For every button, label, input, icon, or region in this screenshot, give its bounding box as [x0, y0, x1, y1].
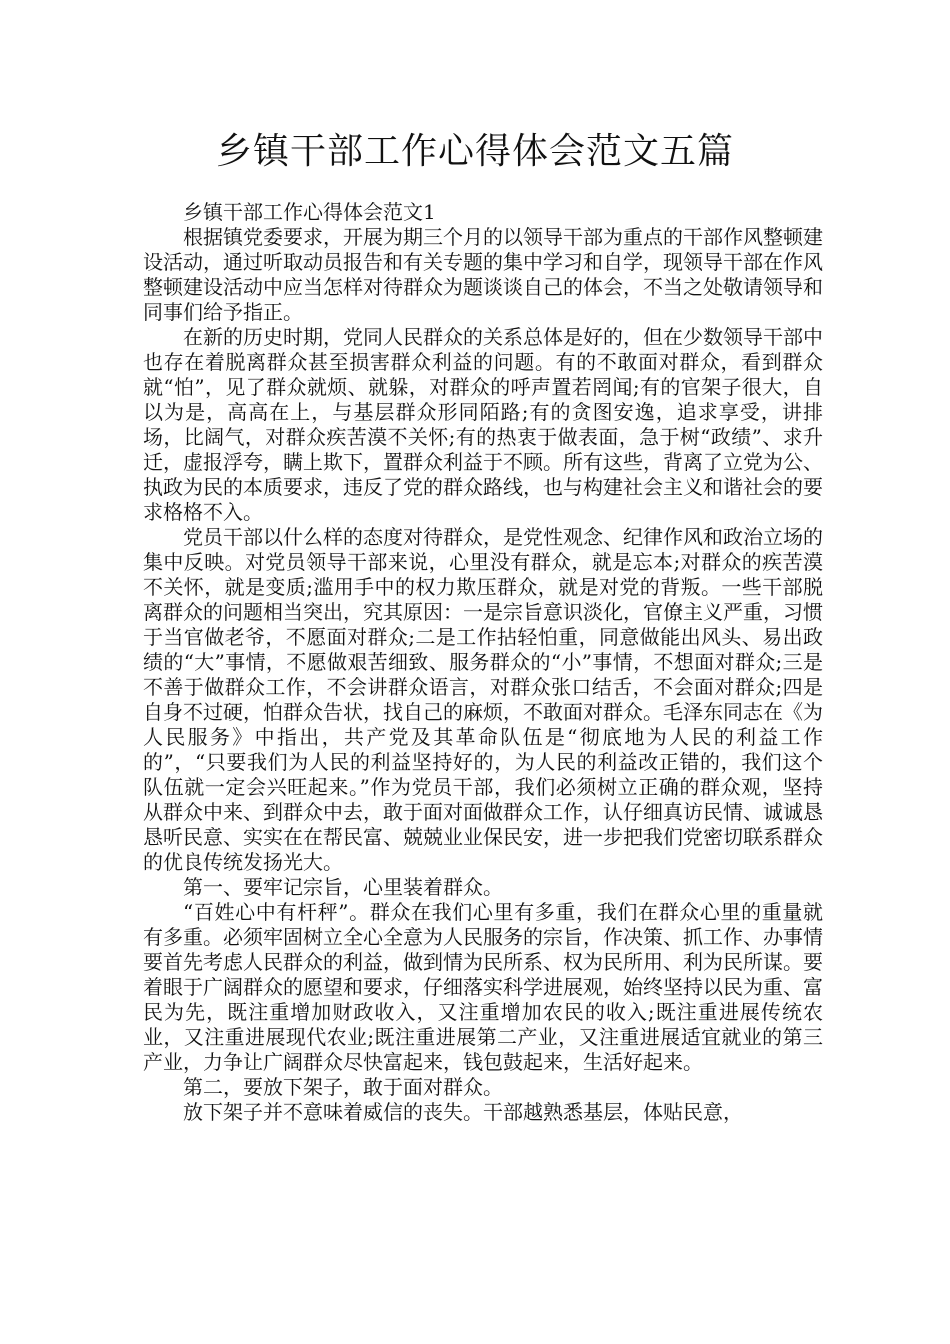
paragraph: “百姓心中有杆秤”。群众在我们心里有多重，我们在群众心里的重量就有多重。必须牢固树立全心全意为人民服务的宗旨，作决策、抓工作、办事情要首先考虑人民群众的利益，做到情为民所系、权为民所用、利为民所谋。要着眼于广阔群众的愿望和要求，仔细落实科学进展观，始终坚持以民为重、富民为先，既注重增加财政收入，又注重增加农民的收入;既注重进展传统农业，又注重进展现代农业;既注重进展第二产业，又注重进展适宜就业的第三产业，力争让广阔群众尽快富起来，钱包鼓起来，生活好起来。: [143, 900, 823, 1074]
paragraph: 党员干部以什么样的态度对待群众，是党性观念、纪律作风和政治立场的集中反映。对党员领导干部来说，心里没有群众，就是忘本;对群众的疾苦漠不关怀，就是变质;滥用手中的权力欺压群众，就是对党的背叛。一些干部脱离群众的问题相当突出，究其原因：一是宗旨意识淡化，官僚主义严重，习惯于当官做老爷，不愿面对群众;二是工作拈轻怕重，同意做能出风头、易出政绩的“大”事情，不愿做艰苦细致、服务群众的“小”事情，不想面对群众;三是不善于做群众工作，不会讲群众语言，对群众张口结舌，不会面对群众;四是自身不过硬，怕群众告状，找自己的麻烦，不敢面对群众。毛泽东同志在《为人民服务》中指出，共产党及其革命队伍是“彻底地为人民的利益工作的”，“只要我们为人民的利益坚持好的，为人民的利益改正错的，我们这个队伍就一定会兴旺起来。”作为党员干部，我们必须树立正确的群众观，坚持从群众中来、到群众中去，敢于面对面做群众工作，认仔细真访民情、诚诚恳恳听民意、实实在在帮民富、兢兢业业保民安，进一步把我们党密切联系群众的优良传统发扬光大。: [143, 525, 823, 874]
paragraph: 在新的历史时期，党同人民群众的关系总体是好的，但在少数领导干部中也存在着脱离群众甚至损害群众利益的问题。有的不敢面对群众，看到群众就“怕”，见了群众就烦、就躲，对群众的呼声置若罔闻;有的官架子很大，自以为是，高高在上，与基层群众形同陌路;有的贪图安逸，追求享受，讲排场，比阔气，对群众疾苦漠不关怀;有的热衷于做表面，急于树“政绩”、求升迁，虚报浮夸，瞒上欺下，置群众利益于不顾。所有这些，背离了立党为公、执政为民的本质要求，违反了党的群众路线，也与构建社会主义和谐社会的要求格格不入。: [143, 325, 823, 524]
document-title: 乡镇干部工作心得体会范文五篇: [215, 131, 734, 172]
paragraph: 放下架子并不意味着威信的丧失。干部越熟悉基层，体贴民意，: [183, 1100, 743, 1124]
paragraph-point-heading: 第二，要放下架子，敢于面对群众。: [183, 1075, 503, 1099]
paragraph-point-heading: 第一、要牢记宗旨，心里装着群众。: [183, 875, 503, 899]
paragraph: 根据镇党委要求，开展为期三个月的以领导干部为重点的干部作风整顿建设活动，通过听取动员报告和有关专题的集中学习和自学，现领导干部在作风整顿建设活动中应当怎样对待群众为题谈谈自己的体会，不当之处敬请领导和同事们给予指正。: [143, 225, 823, 324]
paragraph-subheading: 乡镇干部工作心得体会范文1: [183, 200, 436, 224]
document-body: [143, 200, 823, 1125]
